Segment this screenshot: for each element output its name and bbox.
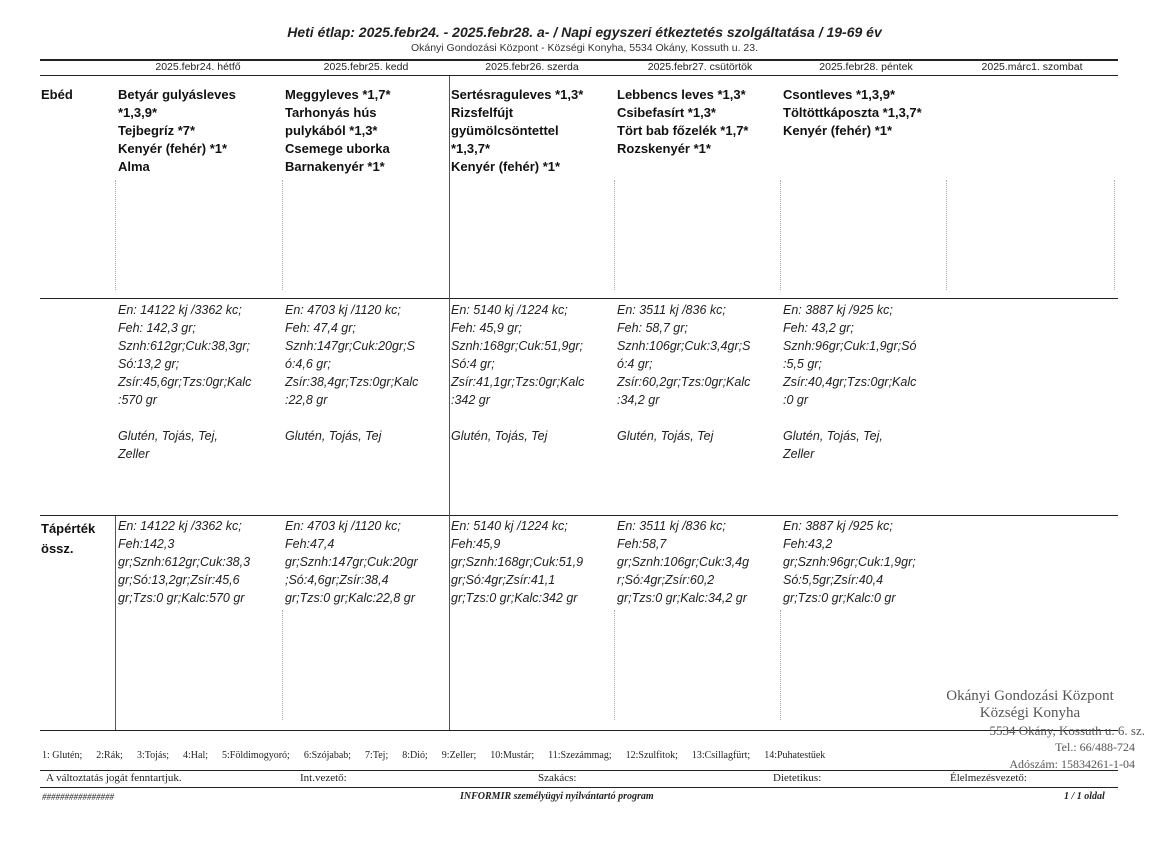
nutrition-line: Feh: 58,7 gr; (617, 321, 688, 335)
allergen-item: 14:Puhatestűek (764, 750, 826, 761)
nutrition-line: Só:13,2 gr; (118, 357, 180, 371)
nutrition-line: Feh: 47,4 gr; (285, 321, 356, 335)
nutrition-line: En: 4703 kj /1120 kc; (285, 303, 401, 317)
nutrition-line: Sznh:612gr;Cuk:38,3gr; (118, 339, 251, 353)
day-header-wednesday: 2025.febr26. szerda (485, 61, 579, 73)
dotted-guide (780, 180, 781, 290)
day-header-tuesday: 2025.febr25. kedd (323, 61, 409, 73)
footer-manager: Int.vezető: (300, 772, 347, 784)
day-header-saturday: 2025.márc1. szombat (981, 61, 1083, 73)
total-line: En: 5140 kj /1224 kc; (451, 519, 568, 533)
nutrition-line: Zsír:41,1gr;Tzs:0gr;Kalc (451, 375, 585, 389)
dotted-guide (614, 610, 615, 720)
allergen-item: 7:Tej; (365, 750, 389, 761)
dish-line: Barnakenyér *1* (285, 159, 385, 174)
dish-line: pulykából *1,3* (285, 123, 378, 138)
nutrition-line: Glutén, Tojás, Tej (285, 429, 382, 443)
stamp-line: 5534 Okány, Kossuth u. 6. sz. (989, 723, 1145, 738)
allergen-item: 3:Tojás; (136, 750, 170, 761)
total-line: En: 3887 kj /925 kc; (783, 519, 893, 533)
footer-dietitian: Dietetikus: (773, 772, 822, 784)
dish-line: Alma (118, 159, 150, 174)
nutrition-line: ó:4,6 gr; (285, 357, 331, 371)
total-line: r;Só:4gr;Zsír:60,2 (617, 573, 715, 587)
dish-line: Tejbegríz *7* (118, 123, 196, 138)
footer-food-manager: Élelmezésvezető: (950, 772, 1027, 784)
nutrition-line: Zeller (783, 447, 815, 461)
dish-line: Rizsfelfújt (451, 105, 514, 120)
dish-line: Csibefasírt *1,3* (617, 105, 716, 120)
total-line: Só:5,5gr;Zsír:40,4 (783, 573, 884, 587)
dish-line: Meggyleves *1,7* (285, 87, 391, 102)
dish-line: Betyár gulyásleves (118, 87, 236, 102)
dotted-guide (946, 180, 947, 290)
dotted-guide (780, 610, 781, 720)
nutrition-line: Zsír:38,4gr;Tzs:0gr;Kalc (285, 375, 419, 389)
dish-line: Tarhonyás hús (285, 105, 377, 120)
nutrition-line: :22,8 gr (285, 393, 328, 407)
nutrition-line: En: 14122 kj /3362 kc; (118, 303, 242, 317)
page-title: Heti étlap: 2025.febr24. - 2025.febr28. a- / Napi egyszeri étkeztetés szolgáltatása / 19-69 év (287, 24, 882, 40)
nutrition-line: Sznh:96gr;Cuk:1,9gr;Só (783, 339, 917, 353)
total-line: En: 3511 kj /836 kc; (617, 519, 726, 533)
allergen-item: 11:Szezámmag; (548, 750, 612, 761)
kitchen-stamp (905, 688, 1155, 773)
nutrition-line: :0 gr (783, 393, 809, 407)
dish-line: gyümölcsöntettel (451, 123, 559, 138)
dish-line: Csontleves *1,3,9* (783, 87, 896, 102)
footer-program: INFORMIR személyügyi nyilvántartó program (460, 791, 654, 802)
row-divider-2 (40, 515, 1118, 516)
allergen-item: 9:Zeller; (441, 750, 477, 761)
footer-page: 1 / 1 oldal (1064, 791, 1105, 802)
nutrition-line: :342 gr (451, 393, 490, 407)
total-line: En: 4703 kj /1120 kc; (285, 519, 401, 533)
footer-divider (40, 787, 1118, 788)
nutrition-line: Glutén, Tojás, Tej, (783, 429, 883, 443)
nutrition-line: En: 3511 kj /836 kc; (617, 303, 726, 317)
nutrition-line: Zsír:60,2gr;Tzs:0gr;Kalc (617, 375, 751, 389)
total-line: Feh:58,7 (617, 537, 667, 551)
total-line: En: 14122 kj /3362 kc; (118, 519, 242, 533)
dotted-guide (282, 180, 283, 290)
nutrition-line: Zsír:40,4gr;Tzs:0gr;Kalc (783, 375, 917, 389)
allergen-item: 13:Csillagfürt; (691, 750, 751, 761)
nutrition-line: Glutén, Tojás, Tej (617, 429, 714, 443)
nutrition-line: Glutén, Tojás, Tej (451, 429, 548, 443)
row-divider-1 (40, 298, 1118, 299)
allergen-item: 1: Glutén; (42, 750, 83, 761)
row-label-lunch: Ebéd (41, 87, 73, 102)
total-line: gr;Tzs:0 gr;Kalc:34,2 gr (617, 591, 747, 605)
column-divider-wed (449, 76, 450, 730)
nutrition-line: Sznh:106gr;Cuk:3,4gr;S (617, 339, 751, 353)
total-line: gr;Sznh:612gr;Cuk:38,3 (118, 555, 251, 569)
dish-line: Kenyér (fehér) *1* (783, 123, 893, 138)
stamp-line: Tel.: 66/488-724 (1055, 740, 1135, 754)
nutrition-line: Sznh:147gr;Cuk:20gr;S (285, 339, 415, 353)
total-line: gr;Só:13,2gr;Zsír:45,6 (118, 573, 240, 587)
nutrition-line: Zsír:45,6gr;Tzs:0gr;Kalc (118, 375, 252, 389)
total-line: Feh:47,4 (285, 537, 335, 551)
day-header-monday: 2025.febr24. hétfő (155, 61, 241, 73)
nutrition-line: En: 5140 kj /1224 kc; (451, 303, 568, 317)
total-line: Feh:43,2 (783, 537, 833, 551)
allergen-item: 2:Rák; (96, 750, 123, 761)
footer-hash: ################ (42, 792, 114, 802)
dotted-guide (115, 180, 116, 290)
nutrition-line: :34,2 gr (617, 393, 660, 407)
allergen-item: 4:Hal; (183, 750, 209, 761)
total-line: gr;Tzs:0 gr;Kalc:22,8 gr (285, 591, 415, 605)
dish-line: Kenyér (fehér) *1* (118, 141, 228, 156)
dish-line: Sertésraguleves *1,3* (451, 87, 584, 102)
dish-line: Csemege uborka (285, 141, 390, 156)
stamp-line: Okányi Gondozási Központ (946, 688, 1114, 704)
total-line: gr;Só:4gr;Zsír:41,1 (451, 573, 556, 587)
dotted-guide (1114, 180, 1115, 290)
total-line: Feh:142,3 (118, 537, 175, 551)
page-subtitle: Okányi Gondozási Központ - Községi Konyha, 5534 Okány, Kossuth u. 23. (410, 42, 759, 54)
nutrition-line: Zeller (118, 447, 150, 461)
row-label-totals: Tápérték (41, 521, 96, 536)
column-divider-label (115, 516, 116, 730)
nutrition-line: :5,5 gr; (783, 357, 822, 371)
nutrition-line: Feh: 142,3 gr; (118, 321, 196, 335)
allergen-legend (42, 750, 839, 761)
allergen-item: 12:Szulfitok; (625, 750, 678, 761)
stamp-line: Községi Konyha (979, 705, 1081, 721)
nutrition-line: Feh: 45,9 gr; (451, 321, 522, 335)
dish-line: *1,3,7* (451, 141, 491, 156)
total-line: gr;Sznh:168gr;Cuk:51,9 (451, 555, 584, 569)
stamp-line: Adószám: 15834261-1-04 (1009, 757, 1135, 771)
dish-line: Lebbencs leves *1,3* (617, 87, 746, 102)
dish-line: Rozskenyér *1* (617, 141, 711, 156)
allergen-item: 5:Földimogyoró; (222, 750, 290, 761)
nutrition-line: En: 3887 kj /925 kc; (783, 303, 893, 317)
total-line: gr;Sznh:96gr;Cuk:1,9gr; (783, 555, 916, 569)
total-line: ;Só:4,6gr;Zsír:38,4 (285, 573, 389, 587)
total-line: gr;Tzs:0 gr;Kalc:342 gr (451, 591, 578, 605)
nutrition-line: ó:4 gr; (617, 357, 653, 371)
allergen-item: 6:Szójabab; (303, 750, 352, 761)
total-line: gr;Tzs:0 gr;Kalc:0 gr (783, 591, 896, 605)
dotted-guide (614, 180, 615, 290)
footer-notice: A változtatás jogát fenntartjuk. (46, 772, 182, 784)
total-line: gr;Tzs:0 gr;Kalc:570 gr (118, 591, 245, 605)
row-label-totals-2: össz. (41, 541, 74, 556)
nutrition-line: Glutén, Tojás, Tej, (118, 429, 218, 443)
day-header-thursday: 2025.febr27. csütörtök (647, 61, 753, 73)
allergen-item: 10:Mustár; (490, 750, 535, 761)
dotted-guide (282, 610, 283, 720)
dish-line: *1,3,9* (118, 105, 158, 120)
dish-line: Kenyér (fehér) *1* (451, 159, 561, 174)
nutrition-line: Feh: 43,2 gr; (783, 321, 854, 335)
dish-line: Töltöttkáposzta *1,3,7* (783, 105, 922, 120)
nutrition-line: Sznh:168gr;Cuk:51,9gr; (451, 339, 584, 353)
footer-cook: Szakács: (538, 772, 577, 784)
nutrition-line: :570 gr (118, 393, 157, 407)
header-bottom-border (40, 75, 1118, 76)
dish-line: Tört bab főzelék *1,7* (617, 123, 749, 138)
total-line: gr;Sznh:147gr;Cuk:20gr (285, 555, 418, 569)
total-line: gr;Sznh:106gr;Cuk:3,4g (617, 555, 750, 569)
day-header-friday: 2025.febr28. péntek (819, 61, 913, 73)
nutrition-line: Só:4 gr; (451, 357, 495, 371)
allergen-item: 8:Dió; (402, 750, 428, 761)
total-line: Feh:45,9 (451, 537, 501, 551)
